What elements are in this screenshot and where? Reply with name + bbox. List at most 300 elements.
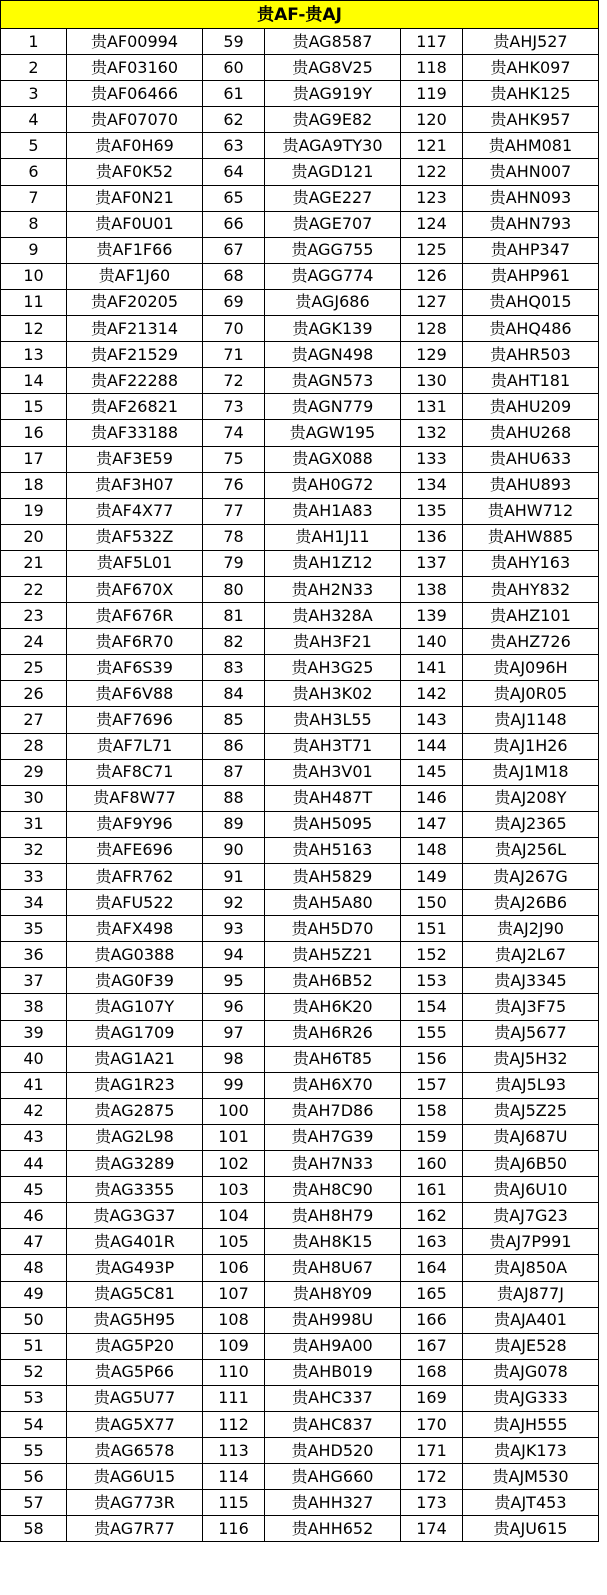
plate-number-cell: 贵AJ0R05 — [463, 681, 599, 707]
row-number-cell: 173 — [401, 1490, 463, 1516]
plate-number-cell: 贵AF9Y96 — [67, 811, 203, 837]
row-number-cell: 57 — [1, 1490, 67, 1516]
row-number-cell: 134 — [401, 472, 463, 498]
plate-number-cell: 贵AH8C90 — [265, 1177, 401, 1203]
row-number-cell: 169 — [401, 1385, 463, 1411]
row-number-cell: 168 — [401, 1359, 463, 1385]
plate-number-cell: 贵AGX088 — [265, 446, 401, 472]
plate-number-cell: 贵AH8Y09 — [265, 1281, 401, 1307]
plate-number-cell: 贵AH3T71 — [265, 733, 401, 759]
plate-number-cell: 贵AG5C81 — [67, 1281, 203, 1307]
row-number-cell: 170 — [401, 1411, 463, 1437]
row-number-cell: 124 — [401, 211, 463, 237]
plate-number-cell: 贵AG7R77 — [67, 1516, 203, 1542]
row-number-cell: 121 — [401, 133, 463, 159]
row-number-cell: 14 — [1, 368, 67, 394]
row-number-cell: 140 — [401, 629, 463, 655]
row-number-cell: 16 — [1, 420, 67, 446]
row-number-cell: 15 — [1, 394, 67, 420]
row-number-cell: 24 — [1, 629, 67, 655]
row-number-cell: 75 — [203, 446, 265, 472]
row-number-cell: 136 — [401, 524, 463, 550]
row-number-cell: 96 — [203, 994, 265, 1020]
row-number-cell: 166 — [401, 1307, 463, 1333]
plate-number-cell: 贵AG6578 — [67, 1438, 203, 1464]
row-number-cell: 29 — [1, 759, 67, 785]
table-row — [1, 916, 599, 942]
plate-number-cell: 贵AH5095 — [265, 811, 401, 837]
plate-number-cell: 贵AG9E82 — [265, 107, 401, 133]
row-number-cell: 163 — [401, 1229, 463, 1255]
plate-number-cell: 贵AH7D86 — [265, 1098, 401, 1124]
row-number-cell: 35 — [1, 916, 67, 942]
row-number-cell: 114 — [203, 1464, 265, 1490]
row-number-cell: 4 — [1, 107, 67, 133]
row-number-cell: 1 — [1, 29, 67, 55]
row-number-cell: 77 — [203, 498, 265, 524]
row-number-cell: 3 — [1, 81, 67, 107]
plate-number-cell: 贵AHT181 — [463, 368, 599, 394]
plate-number-cell: 贵AG1A21 — [67, 1046, 203, 1072]
row-number-cell: 117 — [401, 29, 463, 55]
row-number-cell: 53 — [1, 1385, 67, 1411]
row-number-cell: 103 — [203, 1177, 265, 1203]
table-row — [1, 707, 599, 733]
table-row — [1, 968, 599, 994]
row-number-cell: 18 — [1, 472, 67, 498]
row-number-cell: 87 — [203, 759, 265, 785]
plate-number-cell: 贵AGK139 — [265, 316, 401, 342]
row-number-cell: 162 — [401, 1203, 463, 1229]
table-row — [1, 1490, 599, 1516]
row-number-cell: 138 — [401, 576, 463, 602]
plate-number-cell: 贵AHP347 — [463, 237, 599, 263]
plate-number-cell: 贵AF8C71 — [67, 759, 203, 785]
table-row — [1, 1281, 599, 1307]
plate-number-cell: 贵AJE528 — [463, 1333, 599, 1359]
row-number-cell: 172 — [401, 1464, 463, 1490]
row-number-cell: 112 — [203, 1411, 265, 1437]
plate-number-cell: 贵AF670X — [67, 576, 203, 602]
plate-number-cell: 贵AFX498 — [67, 916, 203, 942]
row-number-cell: 111 — [203, 1385, 265, 1411]
table-row — [1, 576, 599, 602]
plate-number-cell: 贵AH9A00 — [265, 1333, 401, 1359]
plate-number-cell: 贵AJ1148 — [463, 707, 599, 733]
row-number-cell: 157 — [401, 1072, 463, 1098]
row-number-cell: 151 — [401, 916, 463, 942]
row-number-cell: 160 — [401, 1151, 463, 1177]
row-number-cell: 118 — [401, 55, 463, 81]
table-row — [1, 55, 599, 81]
plate-number-cell: 贵AH5Z21 — [265, 942, 401, 968]
row-number-cell: 152 — [401, 942, 463, 968]
plate-number-cell: 贵AH1A83 — [265, 498, 401, 524]
plate-number-cell: 贵AG5H95 — [67, 1307, 203, 1333]
plate-number-cell: 贵AH7G39 — [265, 1124, 401, 1150]
plate-number-cell: 贵AJ256L — [463, 837, 599, 863]
plate-number-cell: 贵AHK957 — [463, 107, 599, 133]
table-row — [1, 837, 599, 863]
row-number-cell: 64 — [203, 159, 265, 185]
plate-number-cell: 贵AF1J60 — [67, 263, 203, 289]
plate-number-cell: 贵AH8H79 — [265, 1203, 401, 1229]
row-number-cell: 92 — [203, 890, 265, 916]
plate-number-cell: 贵AJ5677 — [463, 1020, 599, 1046]
row-number-cell: 25 — [1, 655, 67, 681]
row-number-cell: 102 — [203, 1151, 265, 1177]
row-number-cell: 34 — [1, 890, 67, 916]
plate-number-cell: 贵AHH652 — [265, 1516, 401, 1542]
row-number-cell: 122 — [401, 159, 463, 185]
plate-number-cell: 贵AHG660 — [265, 1464, 401, 1490]
row-number-cell: 6 — [1, 159, 67, 185]
plate-number-cell: 贵AHU209 — [463, 394, 599, 420]
plate-number-cell: 贵AH6R26 — [265, 1020, 401, 1046]
table-row — [1, 1151, 599, 1177]
plate-number-cell: 贵AF26821 — [67, 394, 203, 420]
row-number-cell: 139 — [401, 603, 463, 629]
plate-number-cell: 贵AG493P — [67, 1255, 203, 1281]
row-number-cell: 33 — [1, 864, 67, 890]
table-row — [1, 81, 599, 107]
row-number-cell: 59 — [203, 29, 265, 55]
row-number-cell: 131 — [401, 394, 463, 420]
plate-number-cell: 贵AJ2L67 — [463, 942, 599, 968]
table-row — [1, 864, 599, 890]
row-number-cell: 39 — [1, 1020, 67, 1046]
table-row — [1, 1177, 599, 1203]
row-number-cell: 123 — [401, 185, 463, 211]
plate-number-cell: 贵AG2875 — [67, 1098, 203, 1124]
plate-number-cell: 贵AJU615 — [463, 1516, 599, 1542]
plate-number-cell: 贵AHU268 — [463, 420, 599, 446]
row-number-cell: 11 — [1, 289, 67, 315]
row-number-cell: 104 — [203, 1203, 265, 1229]
table-row — [1, 211, 599, 237]
row-number-cell: 144 — [401, 733, 463, 759]
row-number-cell: 156 — [401, 1046, 463, 1072]
row-number-cell: 61 — [203, 81, 265, 107]
plate-number-cell: 贵AH5163 — [265, 837, 401, 863]
row-number-cell: 31 — [1, 811, 67, 837]
row-number-cell: 73 — [203, 394, 265, 420]
plate-number-cell: 贵AH2N33 — [265, 576, 401, 602]
plate-number-cell: 贵AH5A80 — [265, 890, 401, 916]
table-row — [1, 759, 599, 785]
plate-number-cell: 贵AG5X77 — [67, 1411, 203, 1437]
plate-number-cell: 贵AJ7P991 — [463, 1229, 599, 1255]
row-number-cell: 141 — [401, 655, 463, 681]
row-number-cell: 146 — [401, 785, 463, 811]
table-row — [1, 185, 599, 211]
row-number-cell: 164 — [401, 1255, 463, 1281]
table-row — [1, 29, 599, 55]
plate-number-cell: 贵AJM530 — [463, 1464, 599, 1490]
row-number-cell: 94 — [203, 942, 265, 968]
row-number-cell: 74 — [203, 420, 265, 446]
plate-number-cell: 贵AF6V88 — [67, 681, 203, 707]
table-row — [1, 159, 599, 185]
plate-number-cell: 贵AJ208Y — [463, 785, 599, 811]
plate-number-cell: 贵AJ096H — [463, 655, 599, 681]
row-number-cell: 135 — [401, 498, 463, 524]
plate-number-cell: 贵AGA9TY30 — [265, 133, 401, 159]
row-number-cell: 17 — [1, 446, 67, 472]
row-number-cell: 154 — [401, 994, 463, 1020]
plate-number-cell: 贵AF6S39 — [67, 655, 203, 681]
row-number-cell: 161 — [401, 1177, 463, 1203]
plate-number-cell: 贵AHN793 — [463, 211, 599, 237]
plate-number-cell: 贵AG5U77 — [67, 1385, 203, 1411]
plate-number-cell: 贵AG1R23 — [67, 1072, 203, 1098]
row-number-cell: 119 — [401, 81, 463, 107]
plate-number-cell: 贵AF20205 — [67, 289, 203, 315]
plate-number-cell: 贵AG3G37 — [67, 1203, 203, 1229]
row-number-cell: 109 — [203, 1333, 265, 1359]
plate-number-cell: 贵AGG755 — [265, 237, 401, 263]
plate-number-cell: 贵AHZ101 — [463, 603, 599, 629]
plate-number-cell: 贵AHW885 — [463, 524, 599, 550]
plate-number-cell: 贵AH6X70 — [265, 1072, 401, 1098]
plate-number-cell: 贵AJG333 — [463, 1385, 599, 1411]
row-number-cell: 167 — [401, 1333, 463, 1359]
row-number-cell: 130 — [401, 368, 463, 394]
row-number-cell: 69 — [203, 289, 265, 315]
row-number-cell: 36 — [1, 942, 67, 968]
plate-number-cell: 贵AJ267G — [463, 864, 599, 890]
table-row — [1, 550, 599, 576]
plate-number-cell: 贵AJ850A — [463, 1255, 599, 1281]
plate-number-cell: 贵AH5D70 — [265, 916, 401, 942]
row-number-cell: 97 — [203, 1020, 265, 1046]
plate-number-cell: 贵AJ1M18 — [463, 759, 599, 785]
plate-number-cell: 贵AHY832 — [463, 576, 599, 602]
plate-number-cell: 贵AHC837 — [265, 1411, 401, 1437]
row-number-cell: 23 — [1, 603, 67, 629]
table-row — [1, 368, 599, 394]
row-number-cell: 38 — [1, 994, 67, 1020]
plate-number-cell: 贵AJ3F75 — [463, 994, 599, 1020]
plate-number-cell: 贵AHM081 — [463, 133, 599, 159]
row-number-cell: 116 — [203, 1516, 265, 1542]
plate-number-cell: 贵AJT453 — [463, 1490, 599, 1516]
table-row — [1, 472, 599, 498]
row-number-cell: 5 — [1, 133, 67, 159]
plate-number-cell: 贵AF22288 — [67, 368, 203, 394]
plate-number-cell: 贵AF0U01 — [67, 211, 203, 237]
row-number-cell: 27 — [1, 707, 67, 733]
row-number-cell: 142 — [401, 681, 463, 707]
table-row — [1, 1255, 599, 1281]
plate-number-cell: 贵AJ1H26 — [463, 733, 599, 759]
plate-number-cell: 贵AH3K02 — [265, 681, 401, 707]
row-number-cell: 21 — [1, 550, 67, 576]
plate-number-cell: 贵AF532Z — [67, 524, 203, 550]
table-row — [1, 1359, 599, 1385]
row-number-cell: 48 — [1, 1255, 67, 1281]
plate-number-cell: 贵AHR503 — [463, 342, 599, 368]
plate-number-cell: 贵AH8U67 — [265, 1255, 401, 1281]
row-number-cell: 7 — [1, 185, 67, 211]
table-row — [1, 1072, 599, 1098]
plate-number-cell: 贵AH1J11 — [265, 524, 401, 550]
row-number-cell: 100 — [203, 1098, 265, 1124]
plate-number-cell: 贵AHB019 — [265, 1359, 401, 1385]
row-number-cell: 105 — [203, 1229, 265, 1255]
plate-number-cell: 贵AF0H69 — [67, 133, 203, 159]
table-row — [1, 1307, 599, 1333]
row-number-cell: 108 — [203, 1307, 265, 1333]
plate-number-cell: 贵AGN498 — [265, 342, 401, 368]
row-number-cell: 125 — [401, 237, 463, 263]
plate-number-cell: 贵AFU522 — [67, 890, 203, 916]
row-number-cell: 165 — [401, 1281, 463, 1307]
row-number-cell: 71 — [203, 342, 265, 368]
plate-number-cell: 贵AF06466 — [67, 81, 203, 107]
plate-number-cell: 贵AG6U15 — [67, 1464, 203, 1490]
row-number-cell: 20 — [1, 524, 67, 550]
plate-number-cell: 贵AH3V01 — [265, 759, 401, 785]
plate-number-cell: 贵AG5P20 — [67, 1333, 203, 1359]
plate-number-cell: 贵AG5P66 — [67, 1359, 203, 1385]
table-row — [1, 655, 599, 681]
table-row — [1, 107, 599, 133]
plate-number-cell: 贵AGG774 — [265, 263, 401, 289]
plate-number-cell: 贵AH998U — [265, 1307, 401, 1333]
header-row — [1, 1, 599, 29]
row-number-cell: 66 — [203, 211, 265, 237]
plate-number-cell: 贵AJ2J90 — [463, 916, 599, 942]
row-number-cell: 128 — [401, 316, 463, 342]
plate-number-cell: 贵AG919Y — [265, 81, 401, 107]
row-number-cell: 2 — [1, 55, 67, 81]
row-number-cell: 62 — [203, 107, 265, 133]
row-number-cell: 120 — [401, 107, 463, 133]
table-title: 贵AF-贵AJ — [1, 1, 599, 29]
plate-number-cell: 贵AH3G25 — [265, 655, 401, 681]
plate-number-cell: 贵AHU633 — [463, 446, 599, 472]
row-number-cell: 155 — [401, 1020, 463, 1046]
row-number-cell: 22 — [1, 576, 67, 602]
plate-number-cell: 贵AGJ686 — [265, 289, 401, 315]
row-number-cell: 10 — [1, 263, 67, 289]
row-number-cell: 72 — [203, 368, 265, 394]
row-number-cell: 44 — [1, 1151, 67, 1177]
row-number-cell: 93 — [203, 916, 265, 942]
plate-number-cell: 贵AH3L55 — [265, 707, 401, 733]
row-number-cell: 91 — [203, 864, 265, 890]
row-number-cell: 84 — [203, 681, 265, 707]
plate-number-cell: 贵AHC337 — [265, 1385, 401, 1411]
row-number-cell: 50 — [1, 1307, 67, 1333]
table-row — [1, 524, 599, 550]
table-row — [1, 289, 599, 315]
plate-number-cell: 贵AF03160 — [67, 55, 203, 81]
plate-number-cell: 贵AH6B52 — [265, 968, 401, 994]
table-row — [1, 1203, 599, 1229]
row-number-cell: 86 — [203, 733, 265, 759]
plate-number-cell: 贵AJ6U10 — [463, 1177, 599, 1203]
plate-number-cell: 贵AH8K15 — [265, 1229, 401, 1255]
row-number-cell: 127 — [401, 289, 463, 315]
plate-number-cell: 贵AHZ726 — [463, 629, 599, 655]
plate-number-cell: 贵AF6R70 — [67, 629, 203, 655]
plate-number-cell: 贵AHH327 — [265, 1490, 401, 1516]
plate-number-cell: 贵AJ5L93 — [463, 1072, 599, 1098]
plate-number-cell: 贵AG773R — [67, 1490, 203, 1516]
plate-number-cell: 贵AF7L71 — [67, 733, 203, 759]
row-number-cell: 56 — [1, 1464, 67, 1490]
table-row — [1, 629, 599, 655]
row-number-cell: 153 — [401, 968, 463, 994]
row-number-cell: 174 — [401, 1516, 463, 1542]
table-row — [1, 1098, 599, 1124]
row-number-cell: 81 — [203, 603, 265, 629]
plate-number-cell: 贵AGE227 — [265, 185, 401, 211]
table-row — [1, 811, 599, 837]
row-number-cell: 58 — [1, 1516, 67, 1542]
plate-number-cell: 贵AHU893 — [463, 472, 599, 498]
plate-number-cell: 贵AF00994 — [67, 29, 203, 55]
row-number-cell: 43 — [1, 1124, 67, 1150]
table-row — [1, 446, 599, 472]
plate-number-cell: 贵AF4X77 — [67, 498, 203, 524]
plate-number-cell: 贵AJ687U — [463, 1124, 599, 1150]
row-number-cell: 9 — [1, 237, 67, 263]
table-row — [1, 994, 599, 1020]
row-number-cell: 79 — [203, 550, 265, 576]
table-row — [1, 1333, 599, 1359]
plate-number-cell: 贵AJ2365 — [463, 811, 599, 837]
plate-number-cell: 贵AJA401 — [463, 1307, 599, 1333]
table-row — [1, 498, 599, 524]
table-row — [1, 785, 599, 811]
plate-number-cell: 贵AGD121 — [265, 159, 401, 185]
table-row — [1, 733, 599, 759]
plate-number-cell: 贵AJ3345 — [463, 968, 599, 994]
row-number-cell: 49 — [1, 1281, 67, 1307]
plate-number-cell: 贵AF21529 — [67, 342, 203, 368]
plate-number-cell: 贵AJ877J — [463, 1281, 599, 1307]
plate-number-cell: 贵AG0F39 — [67, 968, 203, 994]
table-row — [1, 890, 599, 916]
table-row — [1, 1385, 599, 1411]
row-number-cell: 126 — [401, 263, 463, 289]
row-number-cell: 159 — [401, 1124, 463, 1150]
row-number-cell: 65 — [203, 185, 265, 211]
plate-number-cell: 贵AF5L01 — [67, 550, 203, 576]
row-number-cell: 19 — [1, 498, 67, 524]
plate-number-cell: 贵AJG078 — [463, 1359, 599, 1385]
row-number-cell: 13 — [1, 342, 67, 368]
plate-number-cell: 贵AHY163 — [463, 550, 599, 576]
row-number-cell: 80 — [203, 576, 265, 602]
plate-number-cell: 贵AHK125 — [463, 81, 599, 107]
plate-number-cell: 贵AH0G72 — [265, 472, 401, 498]
table-row — [1, 1438, 599, 1464]
plate-number-cell: 贵AH5829 — [265, 864, 401, 890]
plate-number-cell: 贵AF1F66 — [67, 237, 203, 263]
row-number-cell: 132 — [401, 420, 463, 446]
table-row — [1, 1516, 599, 1542]
row-number-cell: 115 — [203, 1490, 265, 1516]
row-number-cell: 26 — [1, 681, 67, 707]
plate-number-cell: 贵AGE707 — [265, 211, 401, 237]
plate-number-cell: 贵AHQ015 — [463, 289, 599, 315]
plate-number-cell: 贵AF21314 — [67, 316, 203, 342]
table-row — [1, 316, 599, 342]
